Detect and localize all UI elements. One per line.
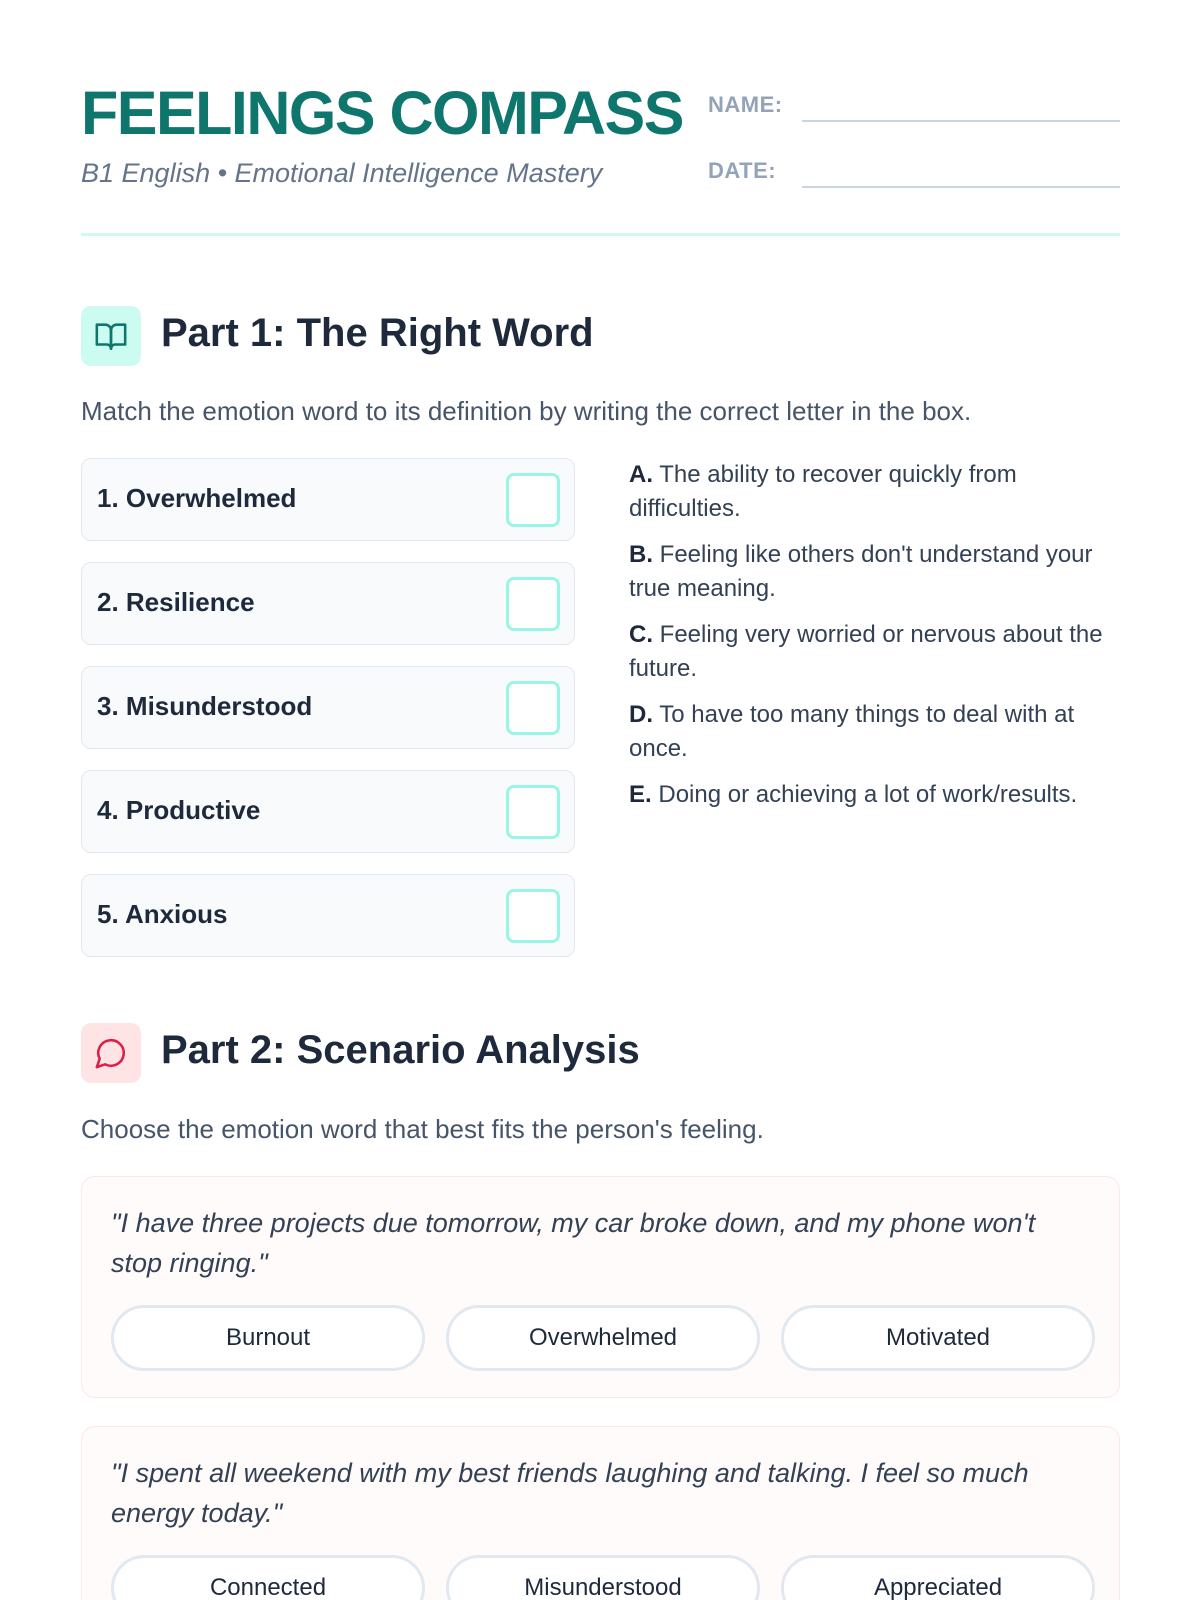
definition-letter: D.	[629, 701, 653, 728]
open-book-icon	[81, 306, 141, 366]
name-line[interactable]	[802, 120, 1120, 122]
answer-box[interactable]	[506, 889, 560, 943]
word-label: 5. Anxious	[97, 899, 228, 929]
answer-box[interactable]	[506, 681, 560, 735]
definitions-list	[629, 458, 1127, 824]
scenario-quote: "I spent all weekend with my best friends laughing and talking. I feel so much energy today."	[111, 1458, 1029, 1528]
option-button[interactable]: Misunderstood	[446, 1555, 760, 1600]
option-button[interactable]: Motivated	[781, 1305, 1095, 1371]
definition-letter: A.	[629, 461, 653, 488]
speech-bubble-icon	[81, 1023, 141, 1083]
option-button[interactable]: Connected	[111, 1555, 425, 1600]
word-card	[81, 874, 575, 957]
part2-heading	[81, 1023, 1120, 1083]
word-list	[81, 458, 575, 978]
worksheet-header	[81, 78, 1120, 236]
scenario-options	[111, 1305, 1091, 1371]
part1-instructions: Match the emotion word to its definition by writing the correct letter in the box.	[81, 396, 972, 426]
definition-letter: E.	[629, 781, 652, 808]
date-label: DATE:	[708, 158, 777, 183]
answer-box[interactable]	[506, 473, 560, 527]
page-subtitle: B1 English • Emotional Intelligence Mastery	[81, 158, 603, 188]
part1-heading	[81, 306, 1120, 366]
part1-title: Part 1: The Right Word	[161, 311, 594, 355]
scenario-card	[81, 1176, 1120, 1398]
word-card	[81, 666, 575, 749]
definition-item	[629, 618, 1127, 686]
word-label: 1. Overwhelmed	[97, 483, 297, 513]
name-field[interactable]	[708, 86, 1120, 126]
definition-text: The ability to recover quickly from difficulties.	[629, 461, 1017, 522]
name-label: NAME:	[708, 92, 783, 117]
definition-text: Doing or achieving a lot of work/results.	[658, 781, 1078, 808]
definition-item	[629, 698, 1127, 766]
scenario-card	[81, 1426, 1120, 1600]
word-label: 4. Productive	[97, 795, 261, 825]
definition-item	[629, 778, 1127, 812]
option-button[interactable]: Appreciated	[781, 1555, 1095, 1600]
definition-letter: C.	[629, 621, 653, 648]
option-button[interactable]: Overwhelmed	[446, 1305, 760, 1371]
definition-text: To have too many things to deal with at once.	[629, 701, 1075, 762]
word-card	[81, 770, 575, 853]
part2-title: Part 2: Scenario Analysis	[161, 1028, 640, 1072]
definition-text: Feeling very worried or nervous about the future.	[629, 621, 1103, 682]
scenario-quote: "I have three projects due tomorrow, my car broke down, and my phone won't stop ringing."	[111, 1208, 1036, 1278]
definition-item	[629, 538, 1127, 606]
answer-box[interactable]	[506, 785, 560, 839]
date-line[interactable]	[802, 186, 1120, 188]
definition-letter: B.	[629, 541, 653, 568]
definition-item	[629, 458, 1127, 526]
date-field[interactable]	[708, 152, 1120, 192]
word-label: 3. Misunderstood	[97, 691, 313, 721]
part2-instructions: Choose the emotion word that best fits the person's feeling.	[81, 1114, 764, 1144]
answer-box[interactable]	[506, 577, 560, 631]
word-card	[81, 458, 575, 541]
option-button[interactable]: Burnout	[111, 1305, 425, 1371]
word-label: 2. Resilience	[97, 587, 255, 617]
scenario-options	[111, 1555, 1091, 1600]
word-card	[81, 562, 575, 645]
definition-text: Feeling like others don't understand your true meaning.	[629, 541, 1093, 602]
page-title: FEELINGS COMPASS	[81, 79, 683, 147]
